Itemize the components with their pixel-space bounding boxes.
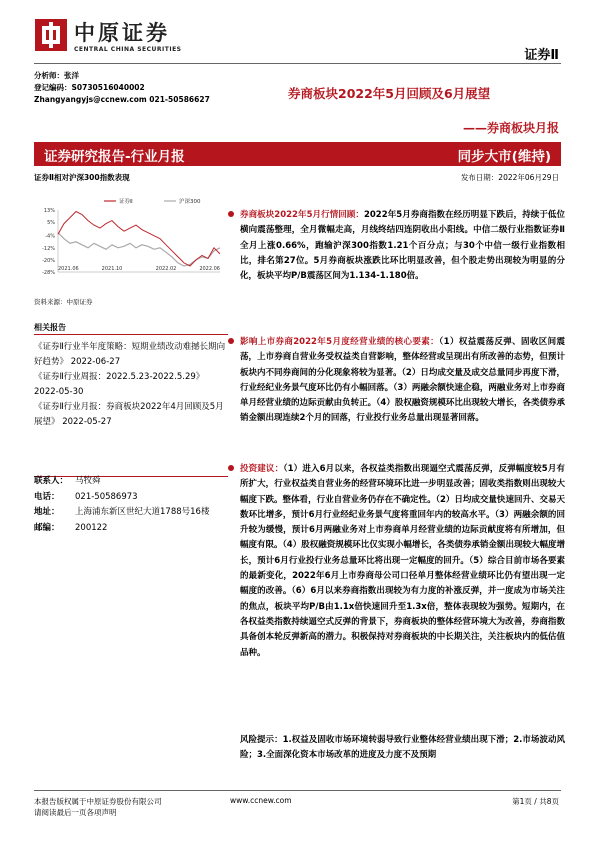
series-line-sector <box>58 212 220 267</box>
analyst-reg-code: 登记编码：S0730516040002 <box>34 83 145 92</box>
page-number: 第1页 / 共8页 <box>512 797 559 806</box>
contact-person-label: 联系人： <box>34 476 69 486</box>
legend-label: 沪深300 <box>179 199 201 205</box>
advice-lead: 投资建议： <box>240 464 284 474</box>
zip-label: 邮编： <box>34 522 60 533</box>
bullet-icon <box>228 338 234 344</box>
phone-label: 电话： <box>34 491 60 502</box>
related-report-item[interactable]: 《证券Ⅱ行业半年度策略：短期业绩改动难撼长期向好趋势》 2022-06-27 <box>34 342 226 367</box>
company-logo-icon <box>34 18 68 52</box>
footer-divider <box>34 790 561 791</box>
legend-label: 证券Ⅱ <box>119 199 133 205</box>
publish-date: 发布日期：2022年06月29日 <box>460 173 559 182</box>
report-type: 证券研究报告-行业月报 <box>44 149 185 165</box>
chart-source: 资料来源：中原证券 <box>34 298 93 306</box>
header-divider <box>34 63 561 64</box>
series-line-index <box>58 233 220 266</box>
x-tick-label: 2021.10 <box>101 266 123 272</box>
related-reports-divider <box>34 334 228 335</box>
review-paragraph <box>240 208 565 284</box>
relative-performance-chart <box>34 192 228 288</box>
analyst-name: 分析师：张洋 <box>34 71 79 80</box>
address-label: 地址： <box>34 507 60 517</box>
x-tick-label: 2022.02 <box>155 266 177 272</box>
chart-caption: 证券Ⅱ相对沪深300指数表现 <box>34 173 130 182</box>
y-tick-label: 5% <box>47 220 55 227</box>
factors-lead: 影响上市券商2022年5月度经营业绩的核心要素： <box>240 337 440 347</box>
footer-left <box>34 796 162 818</box>
review-lead: 券商板块2022年5月行情回顾： <box>240 210 364 220</box>
y-tick-label: -4% <box>45 233 55 240</box>
y-tick-label: -20% <box>42 257 55 264</box>
contact-person: 马牧舜 <box>75 476 101 486</box>
bullet-icon <box>228 211 234 217</box>
rating: 同步大市(维持) <box>457 149 551 165</box>
y-tick-label: -28% <box>42 270 55 276</box>
x-tick-label: 2021.06 <box>58 266 79 272</box>
risk-warning: 风险提示：1.权益及固收市场环境转弱导致行业整体经营业绩出现下滑；2.市场波动风险；3.全面深化资本市场改革的进度及力度不及预期 <box>240 735 565 761</box>
website-link[interactable]: www.ccnew.com <box>230 796 292 805</box>
advice-body: （1）进入6月以来，各权益类指数出现逼空式震荡反弹，反弹幅度较5月有所扩大，行业权益类自营业务的经营环境环比进一步明显改善；固收类指数则出现较大幅度下跌。整体看，行业自营业务仍存在不确定性。（2）日均成交量快速回升、交易天数环比增多，预计6月行业经纪业务景气度将重回年内的较高水平。（3）两融余额的回升较为缓慢，预计6月两融业务对上市券商单月经营业绩的边际贡献度将有所增加，但幅度有限。（4）股权融资规模环比仅实现小幅增长，各类债券承销金额出现较大幅度增长，预计6月行业投行业务总量环比将出现一定幅度的回升。（5）综合目前市场各要素的最新变化，2022年6月上市券商母公司口径单月整体经营业绩环比仍有望出现一定幅度的改善。（6）6月以来券商指数出现较为有力度的补涨反弹，并一度成为市场关注的焦点，板块平均P/B由1.1x倍快速回升至1.3x倍，整体表现较为强势。短期内，在各权益类指数持续逼空式反弹的背景下，券商板块的整体经营环境大为改善，券商指数具备创本轮反弹新高的潜力。积极保持对券商板块的中长期关注，关注板块内的低估值品种。 <box>240 464 565 658</box>
x-tick-label: 2022.06 <box>199 266 220 272</box>
y-tick-label: -12% <box>42 245 55 252</box>
related-reports-heading: 相关报告 <box>34 323 66 332</box>
contact-info <box>34 474 209 536</box>
advice-paragraph <box>240 462 565 661</box>
factors-body: （1）权益震荡反弹、固收区间震荡，上市券商自营业务受权益类自营影响，整体经营或呈现出有所改善的态势，但预计板块内不同券商间的分化现象将较为显著。（2）日均成交量及成交总量同步再度下滑，行业经纪业务景气度环比仍有小幅回落。（3）两融余额快速企稳，两融业务对上市券商单月经营业绩的边际贡献由负转正。（4）股权融资规模环比出现较大增长，各类债券承销金额出现连续2个月的回落，行业投行业务总量出现显著回落。 <box>240 337 565 424</box>
phone: 021-50586973 <box>75 491 138 502</box>
related-report-item[interactable]: 《证券Ⅱ行业月报：券商板块2022年4月回顾及5月展望》 2022-05-27 <box>34 402 224 427</box>
review-body: 2022年5月券商指数在经历明显下跌后，持续于低位横向震荡整理，全月微幅走高，月线终结四连阴收出小阳线。中信二级行业指数证券Ⅱ全月上涨0.66%，跑输沪深300指数1.21个百分点；与30个中信一级行业指数相比，排名第27位。5月券商板块涨跌比环比明显改善，但个股走势出现较为明显的分化，板块平均P/B震荡区间为1.134-1.180倍。 <box>240 210 565 282</box>
report-title: 券商板块2022年5月回顾及6月展望 <box>288 86 491 101</box>
zip: 200122 <box>75 522 108 533</box>
copyright-text: 本报告版权属于中原证券股份有限公司 <box>34 797 162 806</box>
report-banner <box>34 142 561 166</box>
company-name-en: CENTRAL CHINA SECURITIES <box>74 46 182 53</box>
analyst-contact[interactable]: Zhangyangyjs@ccnew.com 021-50586627 <box>34 95 210 104</box>
disclaimer-note: 请阅读最后一页各项声明 <box>34 808 117 817</box>
company-name-cn: 中原证券 <box>74 21 170 45</box>
analyst-block <box>34 70 210 106</box>
sector-label: 证券Ⅱ <box>524 48 559 63</box>
related-report-item[interactable]: 《证券Ⅱ行业周报：2022.5.23-2022.5.29》 2022-05-30 <box>34 372 205 397</box>
related-reports-list <box>34 340 230 430</box>
report-subtitle: ——券商板块月报 <box>462 121 559 135</box>
y-tick-label: 13% <box>43 208 55 214</box>
factors-paragraph <box>240 335 565 427</box>
address: 上海浦东新区世纪大道1788号16楼 <box>75 507 210 517</box>
bullet-icon <box>228 465 234 471</box>
